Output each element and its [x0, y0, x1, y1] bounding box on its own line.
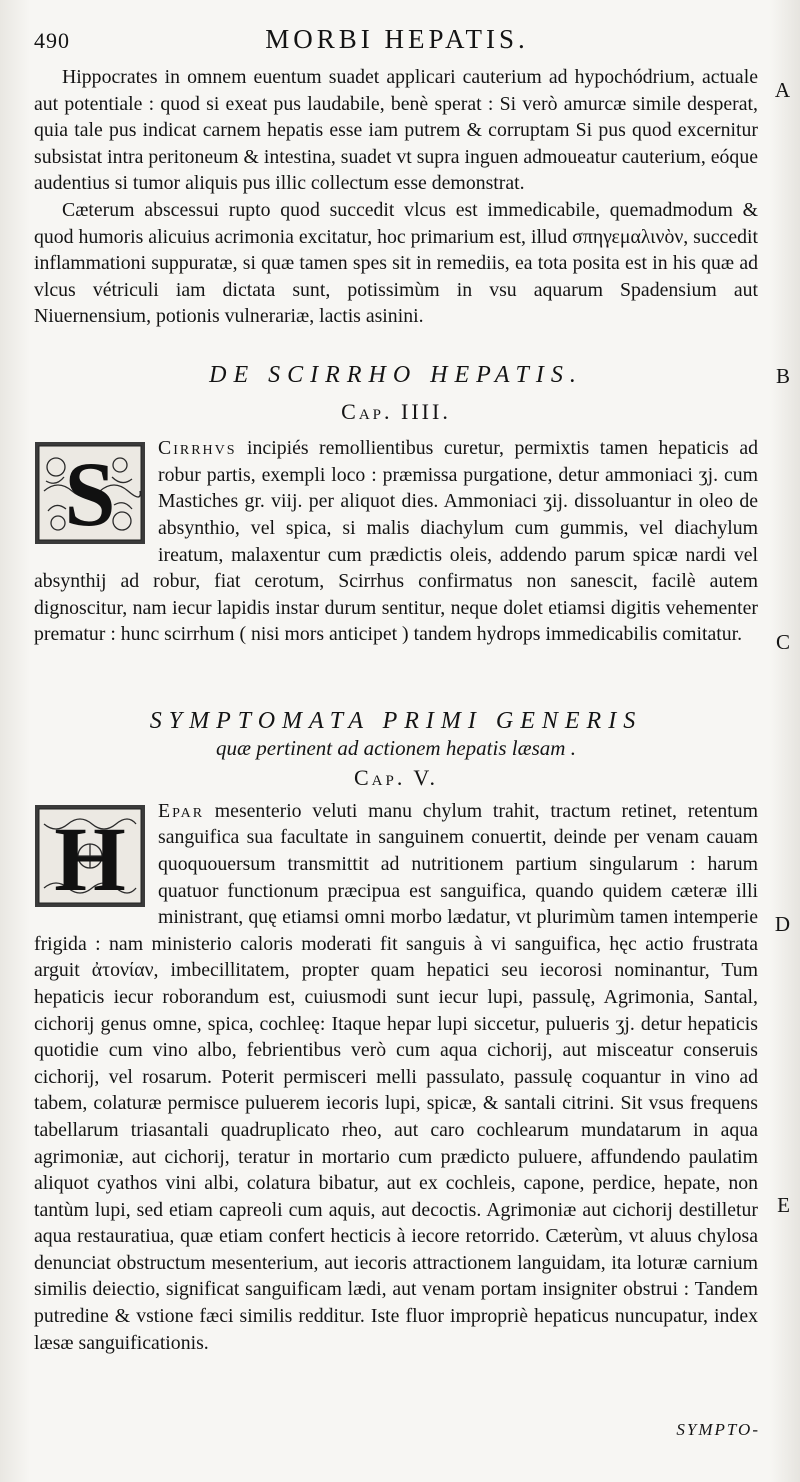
margin-letter-b: B — [775, 364, 790, 388]
paragraph-hepar-text: mesenterio veluti manu chylum trahit, tractum retinet, retentum sanguifica sua facultate in sanguinem conuertit, deinde per venam cauam quoquouersum transmittit ad nutritionem partium singularum : harum quatuor functionum præcipua est sanguifica, quando quidem cæteræ illi ministrant, quę etiamsi omni morbo lædatur, vt plurimùm tamen intemperie frigida : nam ministerio caloris moderati fit sanguis à vi sanguifica, hęc actio frustrata arguit ἀτονίαν, imbecillitatem, propter quam hepatici seu iecorosi nominantur, Tum hepaticis iecur roborandum est, cuiusmodi sunt iecur lupi, passulę, Agrimonia, Santal, cichorij genus omne, spica, cochleę: Itaque hepar lupi siccetur, pulueris ʒj. detur hepaticis quotidie cum vino albo, febrientibus verò cum aqua cichorij, aut misceatur conseruis cichorij, vel rosarum. Poterit permisceri melli passulato, passulę coquantur in vino ad tabem, colaturæ permisce puluerem iecoris lupi, spicæ, & santali citrini. Sit vsus frequens tabellarum triasantali quadruplicato rheo, aut caro cochlearum mundatarum in aqua agrimoniæ, aut cichorij, teratur in mortario cum prædicto puluere, affundendo paulatim aliquot cyathos vini albi, colatura bibatur, aut ex cochleis, capone, perdice, hepate, non tantùm lupi, sed etiam capreoli cum aquis, aut decoctis. Agrimoniæ aut cichorij destilletur aqua restauratiua, quæ etiam confert hecticis à iecore retorrido. Cæterùm, vt aluus chylosa denunciat obstructum mesenterium, aut iecoris attractionem languidam, ita loturæ carnium similis deiectio, significat sanguificam lædi, aut venam portam insigniter obstrui : Tandem putredine & vstione fæci similis redditur. Iste fluor impropriè hepaticus nuncupatur, index læsæ sanguificationis. — [34, 799, 758, 1354]
paragraph-scirrhus-text: incipiés remollientibus curetur, permixtis tamen hepaticis ad robur partis, exempli loco : præmissa purgatione, detur ammoniaci ʒj. cum Mastiches gr. viij. per aliquot dies. Ammoniaci ʒij. dissoluantur in oleo de absynthio, vel spica, si malis diachylum cum gummis, vel diachylum ireatum, malaxentur cum prædictis oleis, addendo parum spicæ nardi vel absynthij ad robur, fiat cerotum, Scirrhus confirmatus non sanescit, facilè autem dignoscitur, nam iecur lapidis instar durum sentitur, neque dolet etiamsi digitis vehementer prematur : hunc scirrhum ( nisi mors anticipet ) tandem hydrops immedicabilis comitatur. — [34, 437, 758, 646]
decorated-initial-h — [34, 804, 146, 908]
text-block — [34, 64, 758, 330]
paragraph-cauterium: Hippocrates in omnem euentum suadet applicari cauterium ad hypochódrium, actuale aut potentiale : quod si exeat pus laudabile, benè sperat : Si verò amurcæ simile desperat, quia tale pus indicat carnem hepatis esse iam putrem & corruptam Si pus quod excernitur subsistat intra peritoneum & intestina, suadet vt supra inguen admoueatur cauterium, eóque audentius si tumor aliquis pus illic collectum esse demonstrat. — [34, 66, 758, 195]
running-title: MORBI HEPATIS. — [265, 24, 529, 54]
margin-letter-d: D — [774, 912, 790, 936]
margin-letter-e: E — [777, 1193, 790, 1217]
section-scirrho — [34, 362, 758, 648]
paragraph-abscessus: Cæterum abscessui rupto quod succedit vlcus est immedicabile, quemadmodum & quod humoris alicuius acrimonia excitatur, hoc primarium est, illud σπηγεμαλινὸν, succedit inflammationi suppuratæ, si quæ tamen spes sit in remediis, ea tota posita est in his quæ ad vlcus vétriculi iam dictata sunt, potissimùm in vsu aquarum Spadensium aut Niuernensium, potionis vulnerariæ, lactis asinini. — [34, 198, 758, 328]
svg-text:H: H — [54, 807, 126, 908]
margin-letter-a: A — [774, 78, 790, 102]
section-title-symptomata: SYMPTOMATA PRIMI GENERIS — [149, 708, 643, 734]
section-subtitle: quæ pertinent ad actionem hepatis læsam . — [216, 735, 576, 760]
chapter-heading-v: Cap. V. — [353, 765, 438, 791]
svg-text:S: S — [64, 443, 116, 546]
initial-word-epar: Epar — [158, 799, 205, 822]
initial-word-cirrhus: Cirrhvs — [158, 437, 237, 460]
margin-letter-c: C — [775, 630, 790, 654]
decorated-initial-s — [34, 441, 146, 545]
page-number: 490 — [34, 28, 70, 53]
catchword: SYMPTO- — [676, 1420, 760, 1439]
chapter-heading-iiii: Cap. IIII. — [341, 398, 451, 424]
running-head — [34, 24, 760, 58]
section-symptomata — [34, 708, 758, 1356]
section-title-scirrho: DE SCIRRHO HEPATIS. — [209, 362, 583, 388]
